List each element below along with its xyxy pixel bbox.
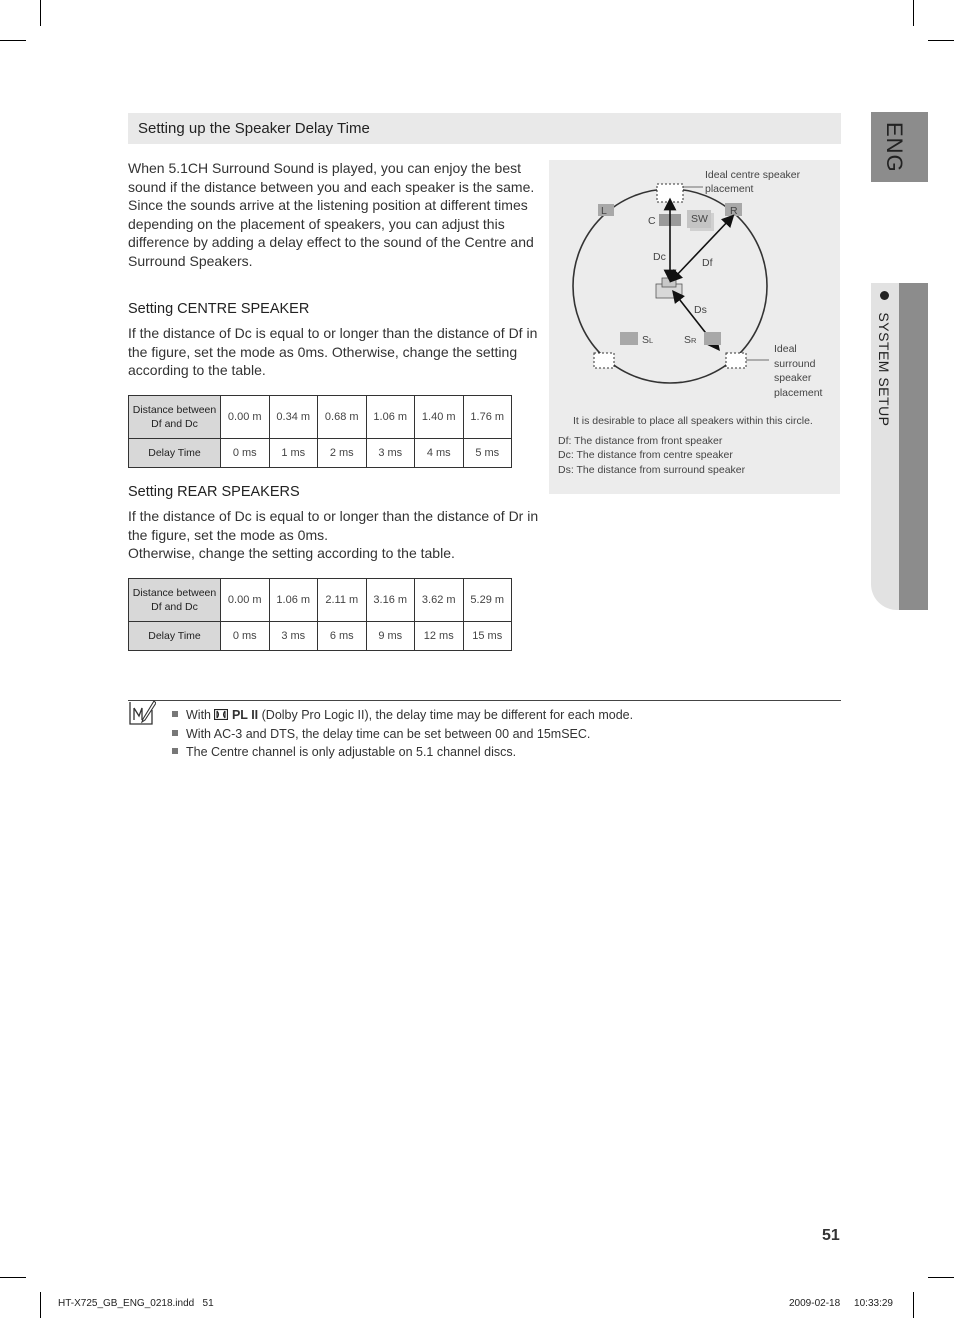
speaker-sl-main: S xyxy=(642,334,650,346)
rear-text xyxy=(128,507,540,563)
table-cell: 0.00 m xyxy=(221,579,270,622)
language-tab xyxy=(871,112,928,182)
table-cell: 5.29 m xyxy=(463,579,512,622)
speaker-placement-diagram xyxy=(549,160,840,494)
table-cell: 1 ms xyxy=(269,439,318,468)
table-cell: 1.76 m xyxy=(463,396,512,439)
table-cell: 0 ms xyxy=(221,439,270,468)
note-1-text: (Dolby Pro Logic II), the delay time may be different for each mode. xyxy=(261,708,634,722)
speaker-sr-label xyxy=(684,334,697,346)
table-cell: 0.34 m xyxy=(269,396,318,439)
ideal-surround-label: surround xyxy=(774,358,816,370)
note-1-logo: PL II xyxy=(231,708,259,722)
ideal-centre-box xyxy=(657,184,683,202)
section-tab-strip xyxy=(899,283,928,610)
ideal-surround-left-box xyxy=(594,353,614,368)
legend-df: Df: The distance from front speaker xyxy=(558,435,723,447)
table-cell: 0.00 m xyxy=(221,396,270,439)
table-row xyxy=(129,439,512,468)
crop-mark xyxy=(0,1277,26,1278)
crop-mark xyxy=(913,1292,914,1318)
bullet-icon xyxy=(880,291,889,300)
intro-paragraph-1: When 5.1CH Surround Sound is played, you can enjoy the best sound if the distance between you and each speaker is the same. xyxy=(128,160,535,195)
table-cell: 3.16 m xyxy=(366,579,415,622)
speaker-sr-main: S xyxy=(684,334,692,346)
page-number: 51 xyxy=(822,1227,840,1244)
language-label: ENG xyxy=(882,122,907,173)
section-tab-text: SYSTEM SETUP xyxy=(876,312,892,427)
footer-filename: HT-X725_GB_ENG_0218.indd 51 xyxy=(58,1298,214,1309)
speaker-c-label: C xyxy=(648,215,656,227)
section-tab-label xyxy=(876,291,892,427)
note-divider xyxy=(128,700,841,701)
ideal-centre-label: Ideal centre speaker xyxy=(705,169,801,181)
table-cell: 1.06 m xyxy=(366,396,415,439)
table-cell: 2.11 m xyxy=(318,579,367,622)
speaker-sr xyxy=(704,332,721,345)
square-bullet-icon xyxy=(172,730,178,736)
table-row xyxy=(129,579,512,622)
table-cell: 4 ms xyxy=(415,439,464,468)
speaker-sl xyxy=(620,332,638,345)
speaker-sl-sub: L xyxy=(649,336,654,345)
rear-paragraph-2: Otherwise, change the setting according to the table. xyxy=(128,545,455,562)
crop-mark xyxy=(40,0,41,26)
note-1-prefix: With xyxy=(186,708,211,722)
speaker-r-label: R xyxy=(730,205,738,217)
row-header: Distance between Df and Dc xyxy=(129,396,221,439)
note-list xyxy=(172,706,633,762)
circle-note: It is desirable to place all speakers within this circle. xyxy=(573,415,813,427)
table-cell: 9 ms xyxy=(366,622,415,651)
table-cell: 0.68 m xyxy=(318,396,367,439)
square-bullet-icon xyxy=(172,748,178,754)
crop-mark xyxy=(928,1277,954,1278)
ideal-surround-label: speaker xyxy=(774,372,812,384)
ideal-centre-label-2: placement xyxy=(705,183,754,195)
listener-head xyxy=(662,278,676,287)
rear-paragraph-1: If the distance of Dc is equal to or longer than the distance of Dr in the figure, set the mode as 0ms. xyxy=(128,508,539,543)
note-3-text: The Centre channel is only adjustable on 5.1 channel discs. xyxy=(186,745,517,760)
diagram-svg xyxy=(549,160,840,494)
table-cell: 2 ms xyxy=(318,439,367,468)
speaker-l-label: L xyxy=(601,205,607,217)
table-cell: 12 ms xyxy=(415,622,464,651)
legend-ds: Ds: The distance from surround speaker xyxy=(558,464,746,476)
ideal-surround-label: Ideal xyxy=(774,343,797,355)
section-title: Setting up the Speaker Delay Time xyxy=(128,113,841,144)
crop-mark xyxy=(928,40,954,41)
table-cell: 6 ms xyxy=(318,622,367,651)
dc-label: Dc xyxy=(653,251,666,263)
crop-mark xyxy=(0,40,26,41)
legend-dc: Dc: The distance from centre speaker xyxy=(558,449,733,461)
crop-mark xyxy=(913,0,914,26)
intro-text xyxy=(128,159,538,271)
row-header: Delay Time xyxy=(129,439,221,468)
table-cell: 5 ms xyxy=(463,439,512,468)
centre-delay-table xyxy=(128,395,512,468)
table-cell: 3 ms xyxy=(366,439,415,468)
crop-mark xyxy=(40,1292,41,1318)
subwoofer-label: SW xyxy=(691,213,708,225)
speaker-sr-sub: R xyxy=(691,336,697,345)
row-header: Distance between Df and Dc xyxy=(129,579,221,622)
row-header: Delay Time xyxy=(129,622,221,651)
df-label: Df xyxy=(702,257,713,269)
list-item xyxy=(172,743,633,762)
dolby-logo-icon xyxy=(214,709,228,720)
rear-heading: Setting REAR SPEAKERS xyxy=(128,484,300,500)
centre-heading: Setting CENTRE SPEAKER xyxy=(128,301,310,317)
ideal-surround-right-box xyxy=(726,353,746,368)
list-item xyxy=(172,725,633,744)
square-bullet-icon xyxy=(172,711,178,717)
speaker-sl-label xyxy=(642,334,653,346)
intro-paragraph-2: Since the sounds arrive at the listening position at different times depending on the placement of speakers, you can adjust this difference by adding a delay effect to the sound of the Centre and Surround Speakers. xyxy=(128,197,534,269)
table-row xyxy=(129,622,512,651)
rear-delay-table xyxy=(128,578,512,651)
table-cell: 0 ms xyxy=(221,622,270,651)
footer-timestamp: 2009-02-18 10:33:29 xyxy=(789,1298,893,1309)
table-cell: 15 ms xyxy=(463,622,512,651)
table-cell: 3.62 m xyxy=(415,579,464,622)
ds-label: Ds xyxy=(694,304,707,316)
list-item xyxy=(172,706,633,725)
table-row xyxy=(129,396,512,439)
table-cell: 1.06 m xyxy=(269,579,318,622)
ideal-surround-label: placement xyxy=(774,387,823,399)
table-cell: 3 ms xyxy=(269,622,318,651)
note-2-text: With AC-3 and DTS, the delay time can be set between 00 and 15mSEC. xyxy=(186,726,591,741)
note-icon xyxy=(128,700,156,726)
centre-text: If the distance of Dc is equal to or longer than the distance of Df in the figure, set the mode as 0ms. Otherwise, change the setting according to the table. xyxy=(128,325,538,379)
table-cell: 1.40 m xyxy=(415,396,464,439)
